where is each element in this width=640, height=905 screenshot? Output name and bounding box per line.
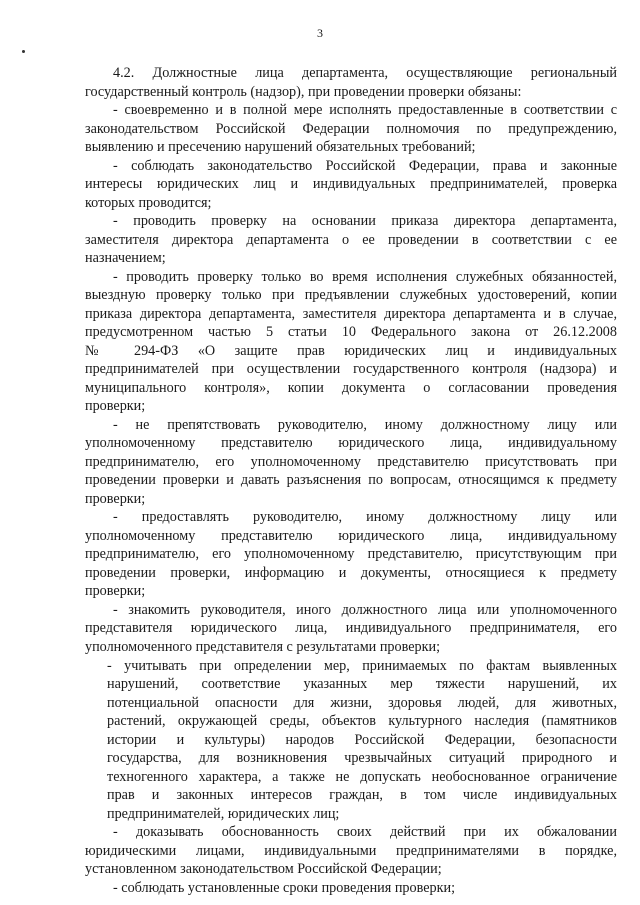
text-line: потенциальной опасности для жизни, здоровья людей, для животных, — [107, 694, 617, 711]
text-line: растений, окружающей среды, объектов культурного наследия (памятников — [107, 713, 617, 730]
text-line: - своевременно и в полной мере исполнять предоставленные в соответствии с — [113, 102, 617, 119]
text-line: техногенного характера, а также не допускать необоснованное ограничение — [107, 768, 617, 785]
text-line: назначением; — [85, 250, 166, 267]
text-line: муниципального контроля», копии документа о согласовании проведения — [85, 379, 617, 396]
text-line: заместителя директора департамента о ее проведении в соответствии с ее — [85, 231, 617, 248]
text-line: приказа директора департамента, заместителя директора департамента и в случае, — [85, 305, 617, 322]
text-line: № 294-ФЗ «О защите прав юридических лиц и индивидуальных — [85, 342, 617, 359]
text-line: которых проводится; — [85, 194, 212, 211]
text-line: государственный контроль (надзор), при проведении проверки обязаны: — [85, 83, 522, 100]
page-number: 3 — [317, 26, 323, 40]
text-line: проверки; — [85, 490, 146, 507]
text-line: 4.2. Должностные лица департамента, осуществляющие региональный — [113, 65, 617, 81]
text-line: - соблюдать установленные сроки проведения проверки; — [113, 879, 456, 896]
text-line: выявлению и пресечению нарушений обязательных требований; — [85, 139, 476, 156]
document-body — [85, 64, 617, 897]
text-line: - доказывать обоснованность своих действий при их обжаловании — [113, 824, 617, 841]
text-line: государства, для возникновения чрезвычайных ситуаций природного и — [107, 750, 617, 767]
text-line: проведении проверки, информацию и документы, относящиеся к предмету — [85, 564, 617, 581]
text-line: прав и законных интересов граждан, в том числе индивидуальных — [107, 787, 617, 804]
text-line: предпринимателю, его уполномоченному представителю, присутствующим при — [85, 546, 617, 563]
text-line: интересы юридических лиц и индивидуальных предпринимателей, проверка — [85, 176, 617, 193]
text-line: истории и культуры) народов Российской Федерации, безопасности — [107, 731, 617, 748]
text-line: уполномоченному представителю юридического лица, индивидуальному — [85, 435, 617, 452]
text-line: уполномоченного представителя с результатами проверки; — [85, 638, 441, 655]
text-line: предпринимателей при осуществлении государственного контроля (надзора) и — [85, 361, 617, 378]
text-line: - учитывать при определении мер, принимаемых по фактам выявленных — [107, 657, 617, 674]
text-line: проверки; — [85, 583, 146, 600]
text-line: проведении проверки и давать разъяснения по вопросам, относящимся к предмету — [85, 472, 617, 489]
text-line: предпринимателю, его уполномоченному представителю присутствовать при — [85, 453, 617, 470]
scan-speck — [22, 50, 25, 53]
text-line: - проводить проверку на основании приказа директора департамента, — [113, 213, 617, 230]
text-line: - знакомить руководителя, иного должностного лица или уполномоченного — [113, 601, 617, 618]
text-line: проверки; — [85, 398, 146, 415]
text-line: - проводить проверку только во время исполнения служебных обязанностей, — [113, 268, 617, 285]
text-line: предпринимателей, юридических лиц; — [107, 805, 340, 822]
text-line: предусмотренном частью 5 статьи 10 Федерального закона от 26.12.2008 — [85, 324, 617, 341]
text-line: законодательством Российской Федерации полномочия по предупреждению, — [85, 120, 617, 137]
text-line: - предоставлять руководителю, иному должностному лицу или — [113, 509, 617, 526]
text-line: уполномоченному представителю юридического лица, индивидуальному — [85, 527, 617, 544]
text-line: нарушений, соответствие указанных мер тяжести нарушений, их — [107, 676, 617, 693]
text-line: юридическими лицами, индивидуальными предпринимателями в порядке, — [85, 842, 617, 859]
text-line: - не препятствовать руководителю, иному должностному лицу или — [113, 416, 617, 433]
text-line: представителя юридического лица, индивидуального предпринимателя, его — [85, 620, 617, 637]
text-line: установленном законодательством Российской Федерации; — [85, 861, 442, 878]
text-line: выездную проверку только при предъявлении служебных удостоверений, копии — [85, 287, 617, 304]
text-line: - соблюдать законодательство Российской Федерации, права и законные — [113, 157, 617, 174]
